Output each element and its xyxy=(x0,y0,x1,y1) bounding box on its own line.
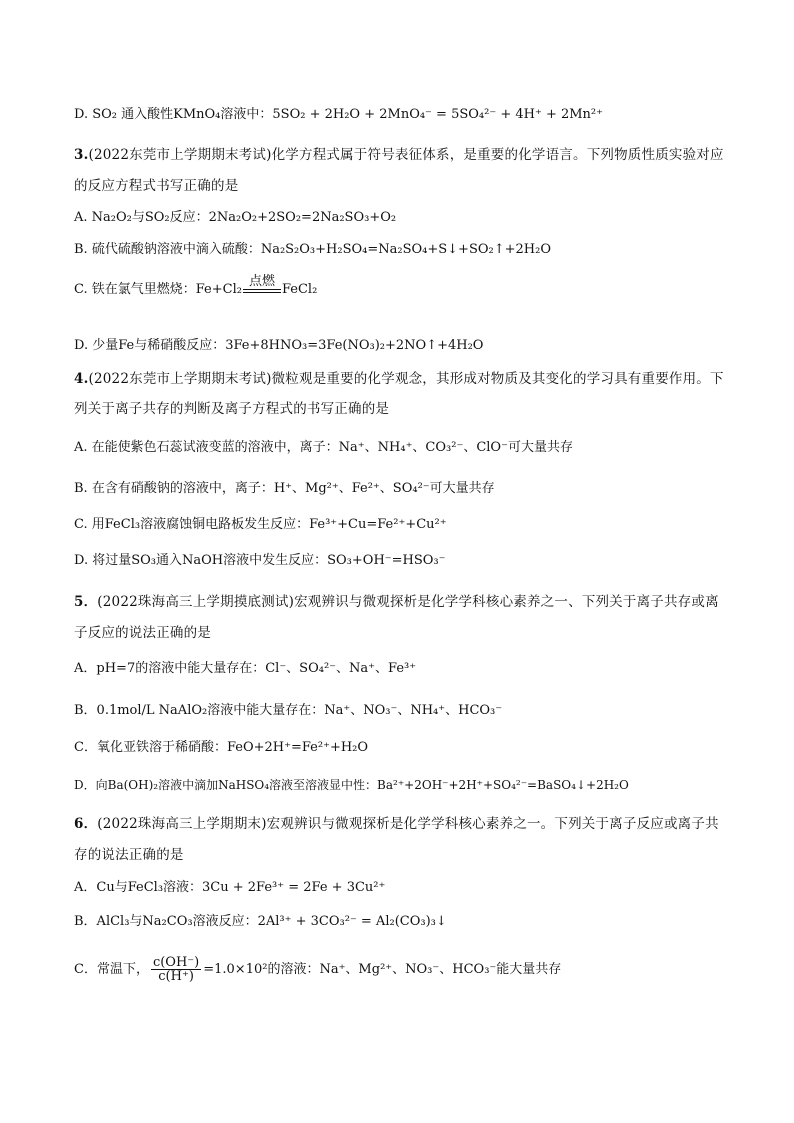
question-stem: 列关于离子共存的判断及离子方程式的书写正确的是 xyxy=(74,401,390,417)
equals-bar xyxy=(243,289,281,293)
question-4-line-2 xyxy=(74,401,389,417)
question-number: 3. xyxy=(74,147,89,163)
option-text: A. 在能使紫色石蕊试液变蓝的溶液中，离子：Na⁺、NH₄⁺、CO₃²⁻、ClO⁻可大量共存 xyxy=(74,440,573,455)
question-6-line-2 xyxy=(74,847,184,863)
question-stem: (2022东莞市上学期期末考试)化学方程式属于符号表征体系，是重要的化学语言。下列物质性质实验对应 xyxy=(88,147,724,163)
question-3-line-1 xyxy=(74,147,724,163)
option-text: FeCl₂ xyxy=(281,282,318,297)
question-5-line-2 xyxy=(74,625,211,641)
question-stem: 存的说法正确的是 xyxy=(74,847,184,863)
question-stem: 子反应的说法正确的是 xyxy=(74,625,211,641)
question-4-option-c xyxy=(74,517,447,533)
option-text: A．Cu与FeCl₃溶液：3Cu + 2Fe³⁺ = 2Fe + 3Cu²⁺ xyxy=(74,880,386,895)
option-text: D. 少量Fe与稀硝酸反应：3Fe+8HNO₃=3Fe(NO₃)₂+2NO↑+4H₂O xyxy=(74,338,484,353)
option-text: C. 铁在氯气里燃烧：Fe+Cl₂ xyxy=(74,282,242,297)
option-text: D. SO₂ 通入酸性KMnO₄溶液中：5SO₂ + 2H₂O + 2MnO₄⁻ = 5SO₄²⁻ + 4H⁺ + 2Mn²⁺ xyxy=(74,107,604,122)
question-4-line-1 xyxy=(74,371,724,387)
option-text: D. 将过量SO₃通入NaOH溶液中发生反应：SO₃+OH⁻=HSO₃⁻ xyxy=(74,553,446,568)
question-3-line-2 xyxy=(74,178,238,194)
question-4-option-d xyxy=(74,553,446,569)
option-text: D．向Ba(OH)₂溶液中滴加NaHSO₄溶液至溶液显中性：Ba²⁺+2OH⁻+2H⁺+SO₄²⁻=BaSO₄↓+2H₂O xyxy=(74,778,629,792)
question-3-option-c xyxy=(74,275,317,298)
concentration-ratio-fraction xyxy=(151,956,201,983)
question-4-option-a xyxy=(74,440,573,456)
question-3-option-a xyxy=(74,210,396,226)
question-6-option-b xyxy=(74,914,447,930)
question-3-option-b xyxy=(74,242,551,258)
question-number: 5． xyxy=(74,594,98,610)
option-text: C. 用FeCl₃溶液腐蚀铜电路板发生反应：Fe³⁺+Cu=Fe²⁺+Cu²⁺ xyxy=(74,517,447,532)
condition-label: 点燃 xyxy=(248,274,275,289)
question-5-line-1 xyxy=(74,594,719,610)
question-6-option-c xyxy=(74,956,561,983)
question-5-option-d xyxy=(74,777,629,793)
question-5-option-a xyxy=(74,661,416,677)
question-6-option-a xyxy=(74,880,385,896)
option-text: C．氧化亚铁溶于稀硝酸：FeO+2H⁺=Fe²⁺+H₂O xyxy=(74,740,369,755)
question-3-option-d xyxy=(74,338,483,354)
option-text: A．pH=7的溶液中能大量存在：Cl⁻、SO₄²⁻、Na⁺、Fe³⁺ xyxy=(74,661,417,676)
question-5-option-c xyxy=(74,740,368,756)
option-d-previous xyxy=(74,107,603,123)
option-text: B. 硫代硫酸钠溶液中滴入硫酸：Na₂S₂O₃+H₂SO₄=Na₂SO₄+S↓+SO₂↑+2H₂O xyxy=(74,242,551,257)
question-number: 4. xyxy=(74,371,89,387)
reaction-condition xyxy=(243,275,281,298)
question-number: 6． xyxy=(74,816,98,832)
option-text: A. Na₂O₂与SO₂反应：2Na₂O₂+2SO₂=2Na₂SO₃+O₂ xyxy=(74,210,397,225)
fraction-denominator: c(H⁺) xyxy=(158,969,194,984)
option-text: B．AlCl₃与Na₂CO₃溶液反应：2Al³⁺ + 3CO₃²⁻ = Al₂(CO₃)₃↓ xyxy=(74,914,447,929)
option-text: C．常温下， xyxy=(74,962,149,977)
question-stem: 的反应方程式书写正确的是 xyxy=(74,178,239,194)
question-4-option-b xyxy=(74,481,495,497)
option-text: =1.0×10²的溶液：Na⁺、Mg²⁺、NO₃⁻、HCO₃⁻能大量共存 xyxy=(203,962,562,977)
question-stem: (2022珠海高三上学期摸底测试)宏观辨识与微观探析是化学学科核心素养之一、下列关于离子共存或离 xyxy=(97,594,719,610)
question-stem: (2022东莞市上学期期末考试)微粒观是重要的化学观念，其形成对物质及其变化的学习具有重要作用。下 xyxy=(88,371,724,387)
fraction-numerator: c(OH⁻) xyxy=(152,955,200,970)
question-5-option-b xyxy=(74,703,502,719)
option-text: B. 在含有硝酸钠的溶液中，离子：H⁺、Mg²⁺、Fe²⁺、SO₄²⁻可大量共存 xyxy=(74,481,495,496)
question-stem: (2022珠海高三上学期期末)宏观辨识与微观探析是化学学科核心素养之一。下列关于离子反应或离子共 xyxy=(97,816,719,832)
question-6-line-1 xyxy=(74,816,719,832)
option-text: B．0.1mol/L NaAlO₂溶液中能大量存在：Na⁺、NO₃⁻、NH₄⁺、HCO₃⁻ xyxy=(74,703,503,718)
